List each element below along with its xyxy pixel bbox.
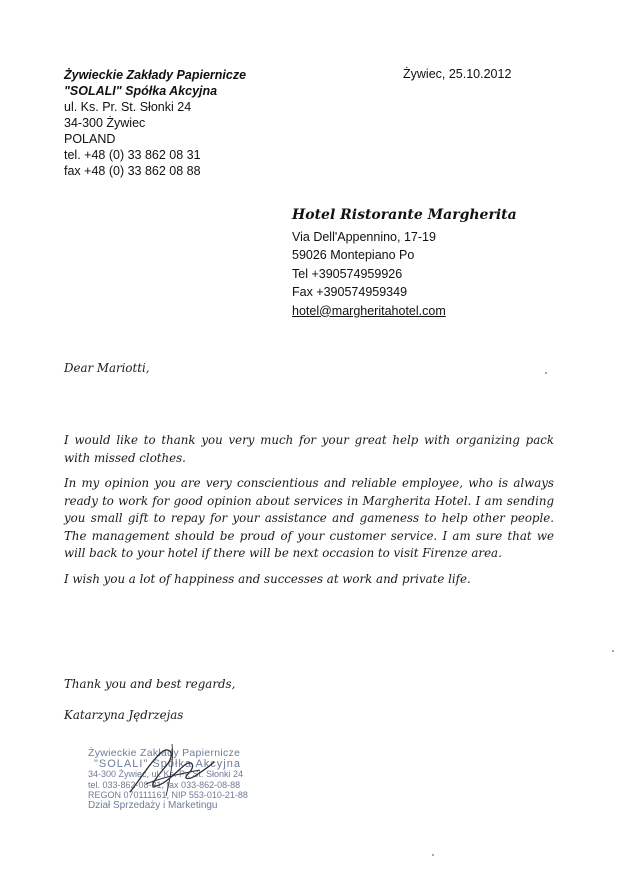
body-paragraph: I would like to thank you very much for your great help with organizing pack with missed clothes. [64, 433, 554, 465]
sender-city: 34-300 Żywiec [64, 116, 146, 130]
stamp-line: REGON 070111161, NIP 553-010-21-88 [88, 790, 248, 800]
sender-street: ul. Ks. Pr. St. Słonki 24 [64, 100, 192, 114]
body-paragraph: In my opinion you are very conscientious and reliable employee, who is always ready to work for good opinion about services in Margherita Hotel. I am sending you small gift to repay for your assistance and gameness to help other people. The management should be proud of your customer service. I am sure that we will back to your hotel if there will be next occasion to visit Firenze area. [64, 476, 554, 560]
scan-speck [545, 372, 547, 374]
body-paragraph: I wish you a lot of happiness and successes at work and private life. [64, 571, 471, 586]
stamp-line: "SOLALI" Spółka Akcyjna [94, 757, 241, 770]
scan-speck [612, 650, 614, 652]
recipient-address [292, 206, 517, 320]
signer-name: Katarzyna Jędrzejas [64, 708, 184, 722]
handwritten-signature [126, 740, 216, 800]
sender-company-type: "SOLALI" Spółka Akcyjna [64, 84, 218, 98]
recipient-street: Via Dell'Appennino, 17-19 [292, 229, 436, 244]
salutation: Dear Mariotti, [64, 361, 150, 375]
scan-speck [432, 854, 434, 856]
closing: Thank you and best regards, [64, 677, 236, 691]
recipient-fax: Fax +390574959349 [292, 285, 408, 299]
recipient-city: 59026 Montepiano Po [292, 248, 415, 262]
recipient-tel: Tel +390574959926 [292, 266, 403, 281]
sender-tel: tel. +48 (0) 33 862 08 31 [64, 148, 201, 162]
letter-body [64, 432, 554, 596]
recipient-email-link[interactable]: hotel@margheritahotel.com [292, 303, 446, 318]
sender-company-name: Żywieckie Zakłady Papiernicze [64, 68, 247, 82]
stamp-line: Dział Sprzedaży i Marketingu [88, 799, 218, 811]
sender-country: POLAND [64, 132, 116, 146]
recipient-name: Hotel Ristorante Margherita [292, 207, 517, 223]
sender-fax: fax +48 (0) 33 862 08 88 [64, 164, 201, 178]
stamp-line: tel. 033-862-08-31, fax 033-862-08-88 [88, 779, 241, 790]
stamp-line: Żywieckie Zakłady Papiernicze [88, 747, 241, 759]
letter-date: Żywiec, 25.10.2012 [403, 67, 512, 81]
stamp-line: 34-300 Żywiec, ul. Ks. Pr. St. Słonki 24 [88, 769, 244, 779]
sender-address [64, 67, 246, 179]
